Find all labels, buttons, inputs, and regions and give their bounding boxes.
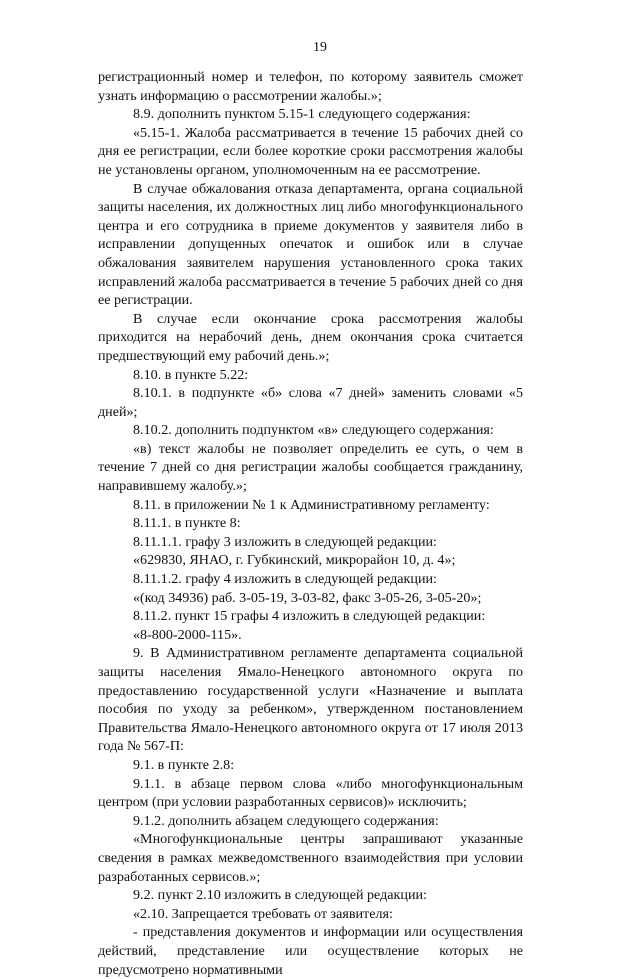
document-body [98,68,523,979]
document-paragraph: - представления документов и информации или осуществления действий, представление или осуществление которых не предусмотрено нормативными [98,924,523,978]
document-paragraph: 8.10.1. в подпункте «б» слова «7 дней» заменить словами «5 дней»; [98,385,523,420]
document-paragraph: 8.11. в приложении № 1 к Административному регламенту: [133,496,490,513]
document-paragraph: 8.11.1.1. графу 3 изложить в следующей редакции: [133,533,437,550]
document-paragraph: 8.11.2. пункт 15 графы 4 изложить в следующей редакции: [133,608,486,625]
document-paragraph: «5.15-1. Жалоба рассматривается в течение 15 рабочих дней со дня ее регистрации, если более короткие сроки рассмотрения жалобы не установлены органом, уполномоченным на ее рассмотрение. [98,124,523,178]
document-paragraph: 9.2. пункт 2.10 изложить в следующей редакции: [133,887,427,904]
document-paragraph: регистрационный номер и телефон, по которому заявитель сможет узнать информацию о рассмотрении жалобы.»; [98,69,523,104]
document-paragraph: 9. В Административном регламенте департамента социальной защиты населения Ямало-Ненецкого автономного округа по предоставлению государственной услуги «Назначение и выплата пособия по уходу за ребенком», утвержденном постановлением Правительства Ямало-Ненецкого автономного округа от 17 июля 2013 года № 567-П: [98,645,523,755]
document-paragraph: 8.10. в пункте 5.22: [133,366,249,383]
document-paragraph: В случае если окончание срока рассмотрения жалобы приходится на нерабочий день, днем окончания срока считается предшествующий ему рабочий день.»; [98,310,523,364]
document-paragraph: «629830, ЯНАО, г. Губкинский, микрорайон 10, д. 4»; [133,552,456,569]
document-paragraph: 8.9. дополнить пунктом 5.15-1 следующего содержания: [133,106,471,123]
document-paragraph: 8.11.1.2. графу 4 изложить в следующей редакции: [133,571,437,588]
document-paragraph: «2.10. Запрещается требовать от заявителя: [133,905,393,922]
document-paragraph: «Многофункциональные центры запрашивают указанные сведения в рамках межведомственного взаимодействия при условии разработанных сервисов.»; [98,831,523,885]
document-paragraph: 9.1.1. в абзаце первом слова «либо многофункциональным центром (при условии разработанных сервисов)» исключить; [98,775,523,811]
document-paragraph: 8.11.1. в пункте 8: [133,515,241,532]
document-paragraph: «(код 34936) раб. 3-05-19, 3-03-82, факс 3-05-26, 3-05-20»; [133,589,482,606]
document-paragraph: 9.1.2. дополнить абзацем следующего содержания: [133,812,439,829]
document-paragraph: В случае обжалования отказа департамента, органа социальной защиты населения, их должностных лиц либо многофункционального центра и его сотрудника в приеме документов у заявителя либо в исправлении допущенных опечаток и ошибок или в случае обжалования заявителем нарушения установленного срока таких исправлений жалоба рассматривается в течение 5 рабочих дней со дня ее регистрации. [98,180,523,309]
document-paragraph: «8-800-2000-115». [133,626,242,643]
document-paragraph: 9.1. в пункте 2.8: [133,756,235,773]
document-paragraph: «в) текст жалобы не позволяет определить ее суть, о чем в течение 7 дней со дня регистрации жалобы сообщается гражданину, направившему жалобу.»; [98,440,523,495]
page-number: 19 [313,40,327,55]
document-paragraph: 8.10.2. дополнить подпунктом «в» следующего содержания: [133,422,494,439]
